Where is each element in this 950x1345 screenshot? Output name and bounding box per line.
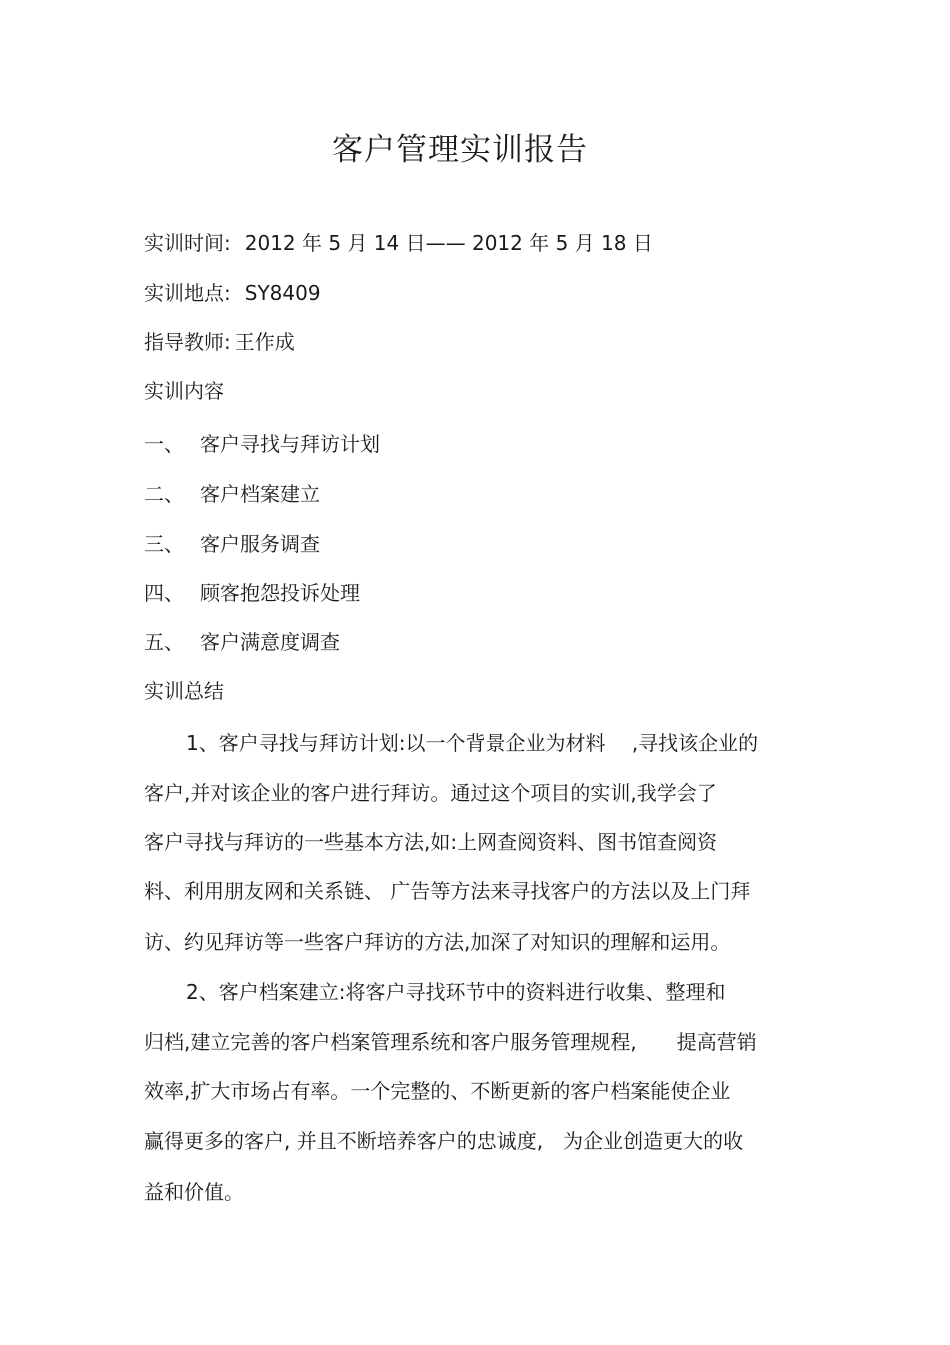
content-item-text: 客户寻找与拜访计划: [200, 432, 380, 456]
summary-paragraph-line: 赢得更多的客户, 并且不断培养客户的忠诚度, 为企业创造更大的收: [144, 1129, 744, 1153]
info-place: [144, 281, 321, 305]
summary-heading: 实训总结: [144, 679, 224, 703]
info-teacher-label: 指导教师:: [144, 330, 231, 354]
info-time: [144, 231, 653, 255]
summary-paragraph-line: 客户,并对该企业的客户进行拜访。通过这个项目的实训,我学会了: [144, 781, 717, 805]
content-item-number: 三、: [144, 532, 184, 556]
content-heading: 实训内容: [144, 379, 224, 403]
summary-paragraph-line: 归档,建立完善的客户档案管理系统和客户服务管理规程, 提高营销: [144, 1030, 757, 1054]
content-item-text: 客户档案建立: [200, 482, 320, 506]
content-item-number: 一、: [144, 432, 184, 456]
content-item: [144, 532, 320, 556]
info-time-label: 实训时间:: [144, 231, 231, 255]
info-place-label: 实训地点:: [144, 281, 231, 305]
content-item-text: 客户服务调查: [200, 532, 320, 556]
info-time-value: 2012 年 5 月 14 日—— 2012 年 5 月 18 日: [244, 231, 653, 255]
info-teacher-value: 王作成: [234, 330, 295, 354]
content-item: [144, 482, 320, 506]
summary-paragraph-line: 1、客户寻找与拜访计划:以一个背景企业为材料 ,寻找该企业的: [186, 731, 759, 755]
content-item: [144, 630, 340, 654]
summary-paragraph-line: 益和价值。: [144, 1180, 244, 1204]
content-item-text: 客户满意度调查: [200, 630, 340, 654]
summary-paragraph-line: 2、客户档案建立:将客户寻找环节中的资料进行收集、整理和: [186, 980, 726, 1004]
content-item-text: 顾客抱怨投诉处理: [200, 581, 360, 605]
summary-paragraph-line: 料、利用朋友网和关系链、 广告等方法来寻找客户的方法以及上门拜: [144, 879, 751, 903]
content-item: [144, 581, 360, 605]
summary-paragraph-line: 客户寻找与拜访的一些基本方法,如:上网查阅资料、图书馆查阅资: [144, 830, 718, 854]
info-place-value: SY8409: [244, 281, 321, 305]
content-item-number: 四、: [144, 581, 184, 605]
summary-paragraph-line: 访、约见拜访等一些客户拜访的方法,加深了对知识的理解和运用。: [144, 930, 731, 954]
info-teacher: [144, 330, 295, 354]
content-item: [144, 432, 380, 456]
document-title: 客户管理实训报告: [332, 132, 588, 168]
content-item-number: 二、: [144, 482, 184, 506]
summary-paragraph-line: 效率,扩大市场占有率。一个完整的、不断更新的客户档案能使企业: [144, 1079, 731, 1103]
content-item-number: 五、: [144, 630, 184, 654]
